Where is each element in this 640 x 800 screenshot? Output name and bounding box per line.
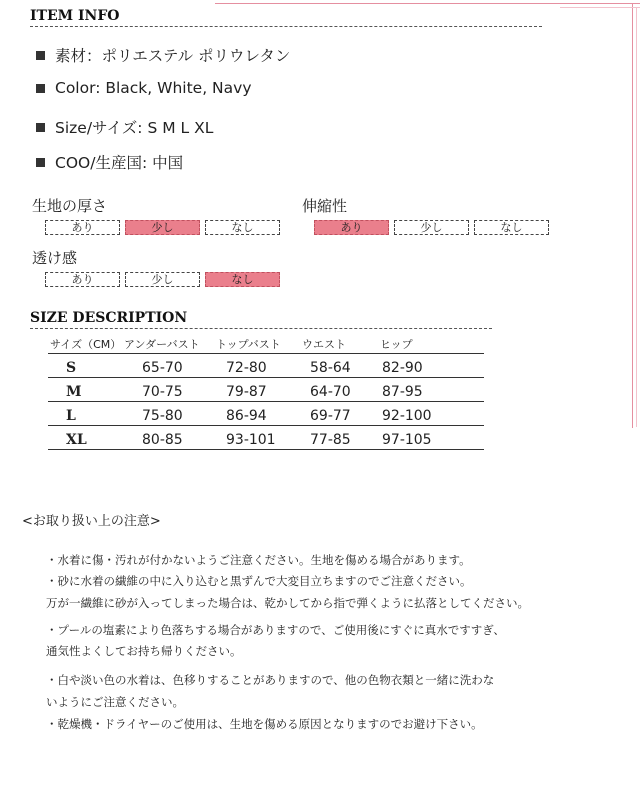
- item-info-divider: [30, 26, 542, 27]
- underbust-cell: 70-75: [142, 384, 183, 400]
- bullet-icon: [36, 84, 45, 93]
- underbust-cell: 75-80: [142, 408, 183, 424]
- waist-cell: 69-77: [310, 408, 351, 424]
- header-underbust: アンダーバスト: [124, 338, 200, 351]
- frame-line-top: [215, 3, 640, 4]
- header-topbust: トップバスト: [216, 338, 281, 351]
- care-line: ・砂に水着の繊維の中に入り込むと黒ずんで大変目立ちますのでご注意ください。: [46, 574, 472, 588]
- care-line: ・プールの塩素により色落ちする場合がありますので、ご使用後にすぐに真水ですすぎ、: [46, 623, 505, 637]
- size-cell: S: [66, 360, 77, 376]
- frame-line-right: [632, 3, 633, 428]
- thickness-label: 生地の厚さ: [32, 197, 108, 215]
- thickness-option-ari: あり: [45, 220, 120, 235]
- waist-cell: 58-64: [310, 360, 351, 376]
- size-table-header: [48, 336, 484, 352]
- sheer-option-ari: あり: [45, 272, 120, 287]
- thickness-option-nashi: なし: [205, 220, 280, 235]
- size-description-title: SIZE DESCRIPTION: [30, 310, 188, 326]
- thickness-scale: [45, 220, 280, 235]
- stretch-label: 伸縮性: [302, 197, 348, 215]
- bullet-icon: [36, 51, 45, 60]
- topbust-cell: 72-80: [226, 360, 267, 376]
- frame-line-right-inner: [636, 7, 637, 427]
- care-line: いようにご注意ください。: [46, 695, 184, 709]
- info-text: COO/生産国: 中国: [55, 154, 184, 172]
- care-line: 万が一繊維に砂が入ってしまった場合は、乾かしてから指で弾くように払落としてください。: [46, 596, 529, 610]
- stretch-scale: [314, 220, 549, 235]
- size-cell: M: [66, 384, 82, 400]
- size-cell: XL: [66, 432, 87, 448]
- size-description-divider: [30, 328, 492, 329]
- info-row-color: [36, 79, 252, 97]
- topbust-cell: 86-94: [226, 408, 267, 424]
- info-text: Color: Black, White, Navy: [55, 79, 252, 97]
- table-row: [48, 402, 484, 424]
- sheer-option-sukoshi: 少し: [125, 272, 200, 287]
- waist-cell: 77-85: [310, 432, 351, 448]
- stretch-option-sukoshi: 少し: [394, 220, 469, 235]
- stretch-option-ari: あり: [314, 220, 389, 235]
- hip-cell: 87-95: [382, 384, 423, 400]
- info-row-size: [36, 116, 213, 138]
- info-row-coo: [36, 151, 183, 173]
- table-row: [48, 426, 484, 448]
- header-hip: ヒップ: [380, 338, 413, 351]
- underbust-cell: 80-85: [142, 432, 183, 448]
- frame-line-top-inner: [560, 7, 640, 8]
- topbust-cell: 93-101: [226, 432, 276, 448]
- care-line: ・白や淡い色の水着は、色移りすることがありますので、他の色物衣類と一緒に洗わな: [46, 673, 495, 687]
- stretch-option-nashi: なし: [474, 220, 549, 235]
- hip-cell: 92-100: [382, 408, 432, 424]
- underbust-cell: 65-70: [142, 360, 183, 376]
- care-line: 通気性よくしてお持ち帰りください。: [46, 644, 242, 658]
- sheer-option-nashi: なし: [205, 272, 280, 287]
- header-size: サイズ（CM）: [50, 338, 122, 351]
- hip-cell: 82-90: [382, 360, 423, 376]
- info-row-material: [36, 44, 290, 66]
- bullet-icon: [36, 158, 45, 167]
- info-text: Size/サイズ: S M L XL: [55, 119, 214, 137]
- row-underline: [48, 449, 484, 450]
- care-line: ・水着に傷・汚れが付かないようご注意ください。生地を傷める場合があります。: [46, 553, 471, 567]
- size-cell: L: [66, 408, 76, 424]
- sheer-scale: [45, 272, 280, 287]
- hip-cell: 97-105: [382, 432, 432, 448]
- sheer-label: 透け感: [32, 249, 78, 267]
- size-table: [48, 336, 484, 450]
- thickness-option-sukoshi: 少し: [125, 220, 200, 235]
- header-waist: ウエスト: [302, 338, 346, 351]
- topbust-cell: 79-87: [226, 384, 267, 400]
- waist-cell: 64-70: [310, 384, 351, 400]
- care-line: ・乾燥機・ドライヤーのご使用は、生地を傷める原因となりますのでお避け下さい。: [46, 717, 483, 731]
- item-info-title: ITEM INFO: [30, 8, 120, 24]
- table-row: [48, 378, 484, 400]
- bullet-icon: [36, 123, 45, 132]
- care-title: <お取り扱い上の注意>: [22, 514, 161, 529]
- table-row: [48, 354, 484, 376]
- info-text: 素材：ポリエステル ポリウレタン: [55, 47, 291, 65]
